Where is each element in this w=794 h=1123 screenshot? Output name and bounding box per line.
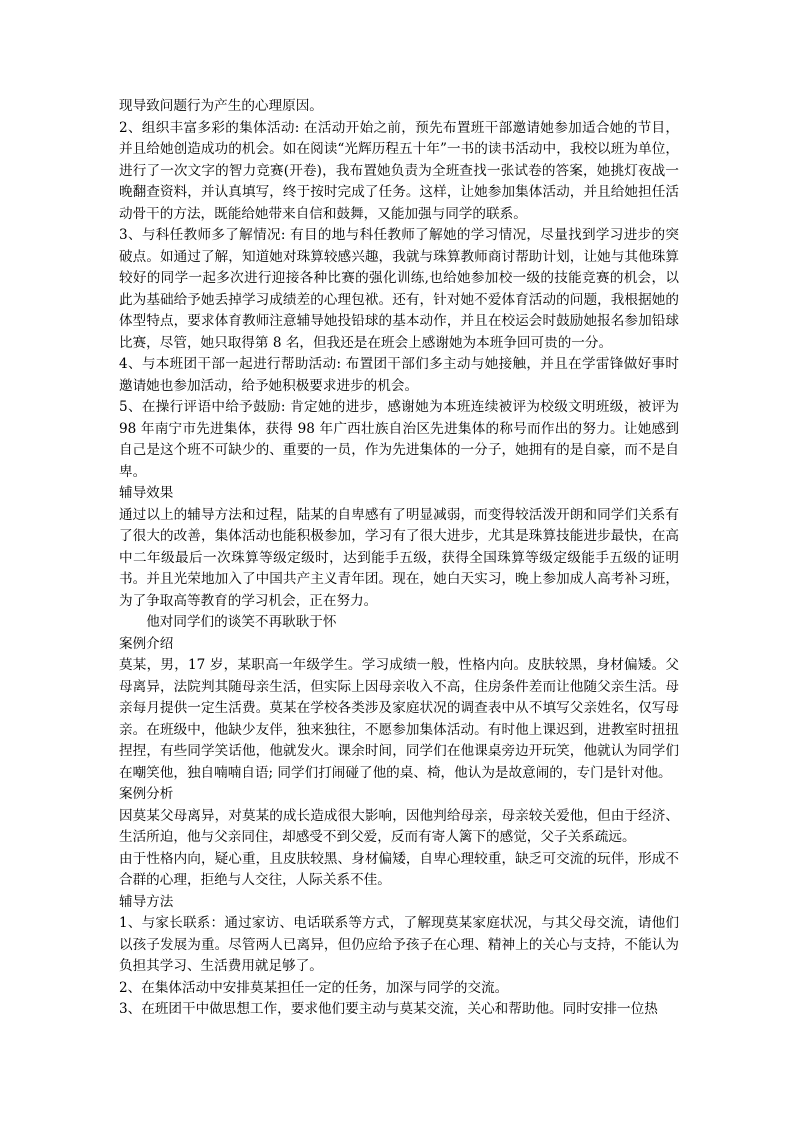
paragraph: 辅导效果 (119, 485, 174, 501)
paragraph: 辅导方法 (119, 893, 174, 910)
paragraph: 2、组织丰富多彩的集体活动: 在活动开始之前，预先布置班干部邀请她参加适合她的节目，并且给她创造成功的机会。如在阅读“光辉历程五十年”一书的读书活动中，我校以班为单位，进行了一次文字的智力竞赛(开卷)，我布置她负责为全班查找一张试卷的答案，她挑灯夜战一晚翻查资料，并认真填写，终于按时完成了任务。这样，让她参加集体活动，并且给她担任活动骨干的方法，既能给她带来自信和鼓舞，又能加强与同学的联系。 (119, 119, 679, 222)
paragraph: 莫某，男，17 岁，某职高一年级学生。学习成绩一般，性格内向。皮肤较黑，身材偏矮。父母离异，法院判其随母亲生活，但实际上因母亲收入不高，住房条件差而让他随父亲生活。母亲每月提供一定生活费。莫某在学校各类涉及家庭状况的调查表中从不填写父亲姓名，仅写母亲。在班级中，他缺少友伴，独来独往，不愿参加集体活动。有时他上课迟到，进教室时扭扭捏捏，有些同学笑话他，他就发火。课余时间，同学们在他课桌旁边开玩笑，他就认为同学们在嘲笑他，独自喃喃自语; 同学们打闹碰了他的桌、椅，他认为是故意闹的，专门是针对他。 (119, 657, 679, 781)
paragraph: 案例分析 (119, 786, 174, 802)
paragraph: 5、在操行评语中给予鼓励: 肯定她的进步，感谢她为本班连续被评为校级文明班级，被评为 98 年南宁市先进集体，获得 98 年广西壮族自治区先进集体的称号而作出的努力。让她感到自己是这个班不可缺少的、重要的一员，作为先进集体的一分子，她拥有的是自豪，而不是自卑。 (119, 399, 679, 480)
paragraph: 案例介绍 (119, 635, 174, 652)
paragraph: 因莫某父母离异，对莫某的成长造成很大影响，因他判给母亲，母亲较关爱他，但由于经济、生活所迫，他与父亲同住，却感受不到父爱，反而有寄人篱下的感觉，父子关系疏远。 (119, 807, 679, 845)
paragraph: 4、与本班团干部一起进行帮助活动: 布置团干部们多主动与她接触，并且在学雷锋做好事时邀请她也参加活动，给予她积极要求进步的机会。 (119, 356, 679, 394)
document-page (119, 96, 679, 1021)
paragraph: 3、与科任教师多了解情况: 有目的地与科任教师了解她的学习情况，尽量找到学习进步的突破点。如通过了解，知道她对珠算较感兴趣，我就与珠算教师商讨帮助计划，让她与其他珠算较好的同学一起多次进行迎接各种比赛的强化训练,也给她参加校一级的技能竞赛的机会，以此为基础给予她丢掉学习成绩差的心理包袱。还有，针对她不爱体育活动的问题，我根据她的体型特点，要求体育教师注意辅导她投铅球的基本动作，并且在校运会时鼓励她报名参加铅球比赛，尽管，她只取得第 8 名，但我还是在班会上感谢她为本班争回可贵的一分。 (119, 227, 679, 351)
paragraph: 通过以上的辅导方法和过程，陆某的自卑感有了明显减弱，而变得较活泼开朗和同学们关系有了很大的改善，集体活动也能积极参加，学习有了很大进步，尤其是珠算技能进步最快，在高中二年级最后一次珠算等级定级时，达到能手五级，获得全国珠算等级定级能手五级的证明书。并且光荣地加入了中国共产主义青年团。现在，她白天实习，晚上参加成人高考补习班，为了争取高等教育的学习机会，正在努力。 (119, 506, 679, 609)
paragraph: 现导致问题行为产生的心理原因。 (119, 98, 323, 114)
paragraph: 3、在班团干中做思想工作，要求他们要主动与莫某交流，关心和帮助他。同时安排一位热 (119, 1001, 658, 1017)
paragraph: 由于性格内向，疑心重，且皮肤较黑、身材偏矮，自卑心理较重，缺乏可交流的玩伴，形成不合群的心理，拒绝与人交往，人际关系不佳。 (119, 850, 679, 888)
paragraph: 2、在集体活动中安排莫某担任一定的任务，加深与同学的交流。 (119, 979, 509, 996)
paragraph: 1、与家长联系：通过家访、电话联系等方式，了解现莫某家庭状况，与其父母交流，请他们以孩子发展为重。尽管两人已离异，但仍应给予孩子在心理、精神上的关心与支持，不能认为负担其学习、生活费用就足够了。 (119, 915, 679, 974)
paragraph: 他对同学们的谈笑不再耿耿于怀 (146, 614, 337, 630)
